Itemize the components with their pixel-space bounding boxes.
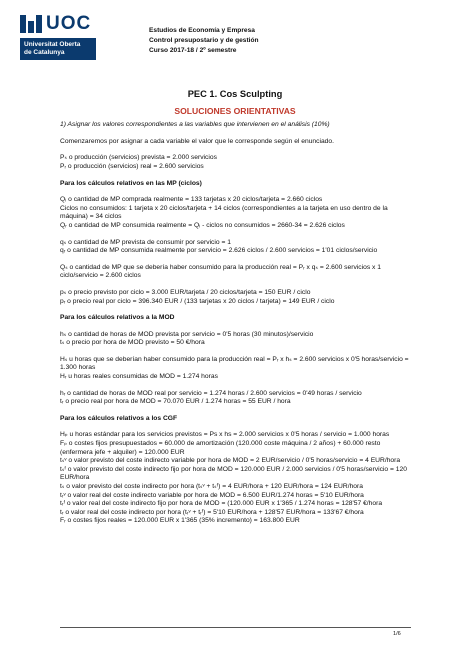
- text-line: qᵣ o cantidad de MP consumida realmente por servicio = 2.626 ciclos / 2.600 servicios = 1'01 ciclos/servicio: [60, 247, 378, 255]
- text-line: Fₚ o costes fijos presupuestados = 60.000 de amortización (120.000 coste máquina / 2 años) + 60.000 resto (enfermera jefe + alquiler) = 120.000 EUR: [60, 440, 381, 456]
- text-line: pₛ o precio previsto por ciclo = 3.000 EUR/tarjeta / 20 ciclos/tarjeta = 150 EUR / ciclo: [60, 288, 311, 296]
- text-line: pᵣ o precio real por ciclo = 396.340 EUR / (133 tarjetas x 20 ciclos / tarjeta) = 149 EUR / ciclo: [60, 297, 335, 305]
- text-line: hᵣ o cantidad de horas de MOD real por servicio = 1.274 horas / 2.600 servicios = 0'49 horas / servicio: [60, 389, 362, 397]
- mod-block-3: [60, 390, 410, 407]
- text-line: Fᵣ o costes fijos reales = 120.000 EUR x 1'365 (35% incremento) = 163.800 EUR: [60, 517, 300, 525]
- text-line: tᵣᵛ o valor real del coste indirecto variable por hora de MOD = 6.500 EUR/1.274 horas = 5'10 EUR/hora: [60, 491, 364, 499]
- text-line: hₛ o cantidad de horas de MOD prevista por servicio = 0'5 horas (30 minutos)/servicio: [60, 330, 314, 338]
- logo-line-2: de Catalunya: [24, 49, 65, 56]
- page-number: 1/6: [393, 631, 401, 637]
- mp-block-3: [60, 264, 410, 281]
- text-line: Hₛ u horas que se deberían haber consumido para la producción real = Pᵣ x hₛ = 2.600 servicios x 0'5 horas/servicio = 1.300 horas: [60, 355, 409, 372]
- mp-block-4: [60, 289, 410, 306]
- text-line: Qᵢ o cantidad de MP comprada realmente = 133 tarjetas x 20 ciclos/tarjeta = 2.660 ciclos: [60, 196, 323, 204]
- header-line-2: Control presupostario y de gestión: [149, 37, 259, 44]
- heading-cgf: Para los cálculos relativos a los CGF: [60, 414, 178, 422]
- uoc-mark-icon: [20, 15, 42, 33]
- cgf-block: [60, 431, 410, 526]
- text-line: tᵣ o precio real por hora de MOD = 70.070 EUR / 1.274 horas = 55 EUR / hora: [60, 398, 291, 406]
- mp-block-2: [60, 239, 410, 256]
- production-block: [60, 154, 410, 171]
- text-line: tₛ o precio por hora de MOD previsto = 50 €/hora: [60, 339, 205, 347]
- header-line-3: Curso 2017-18 / 2º semestre: [149, 47, 237, 54]
- logo-word: UOC: [46, 13, 92, 34]
- text-line: qₛ o cantidad de MP prevista de consumir por servicio = 1: [60, 238, 231, 246]
- doc-title: PEC 1. Cos Sculpting: [187, 89, 283, 99]
- mp-block-1: [60, 196, 410, 230]
- text-line: tₛᶠ o valor previsto del coste indirecto fijo por hora de MOD = 120.000 EUR / 2.000 servicios / 0'5 horas/servicio = 120 EUR/hora: [60, 465, 407, 482]
- logo-line-1: Universitat Oberta: [24, 41, 81, 48]
- uoc-logo: [20, 14, 106, 64]
- text-line: tₛᵛ o valor previsto del coste indirecto variable por hora de MOD = 2 EUR/servicio / 0'5 horas/servicio = 4 EUR/hora: [60, 457, 401, 465]
- document-body: [60, 90, 410, 534]
- heading-mp: Para los cálculos relativos en las MP (ciclos): [60, 179, 202, 187]
- text-line: Pᵣ o producción (servicios) real = 2.600 servicios: [60, 162, 204, 170]
- text-line: tₛ o valor previsto del coste indirecto por hora (tₛᵛ + tₛᶠ) = 4 EUR/hora + 120 EUR/hora = 124 EUR/hora: [60, 483, 363, 490]
- text-line: tᵣ o valor real del coste indirecto por hora (tᵣᵛ + tᵣᶠ) = 5'10 EUR/hora + 128'57 EUR/hora = 133'67 €/hora: [60, 508, 364, 516]
- text-line: tᵣᶠ o valor real del coste indirecto fijo por hora de MOD = (120.000 EUR x 1'365 / 1.274 horas = 128'57 €/hora: [60, 500, 383, 508]
- mod-block-1: [60, 331, 410, 348]
- text-line: Pₛ o producción (servicios) prevista = 2.000 servicios: [60, 154, 217, 162]
- text-line: Qₛ o cantidad de MP que se debería haber consumido para la producción real = Pᵣ x qₛ = 2.600 servicios x 1 ciclo/servicio = 2.600 ciclos: [60, 263, 381, 280]
- intro-text: Comenzaremos por asignar a cada variable el valor que le corresponde según el enunciado.: [60, 137, 334, 145]
- mod-block-2: [60, 356, 410, 382]
- heading-mod: Para los cálculos relativos a la MOD: [60, 314, 175, 322]
- text-line: Hₚ u horas estándar para los servicios previstos = Ps x hs = 2.000 servicios x 0'5 horas / servicio = 1.000 horas: [60, 431, 390, 439]
- question-text: 1) Asignar los valores correspondientes a las variables que intervienen en el análisis (10%): [60, 121, 330, 129]
- header-line-1: Estudios de Economía y Empresa: [149, 27, 255, 34]
- text-line: Hᵣ u horas reales consumidas de MOD = 1.274 horas: [60, 373, 218, 381]
- footer-divider: [60, 627, 411, 628]
- text-line: Ciclos no consumidos: 1 tarjeta x 20 ciclos/tarjeta + 14 ciclos (correspondientes a la tarjeta en uso dentro de la máquina) = 34 ciclos: [60, 204, 388, 221]
- text-line: Qᵣ o cantidad de MP consumida realmente = Qᵢ - ciclos no consumidos = 2660-34 = 2.626 ciclos: [60, 221, 345, 229]
- logo-box: [20, 38, 96, 60]
- document-header: [149, 26, 259, 56]
- doc-subtitle: SOLUCIONES ORIENTATIVAS: [174, 105, 296, 116]
